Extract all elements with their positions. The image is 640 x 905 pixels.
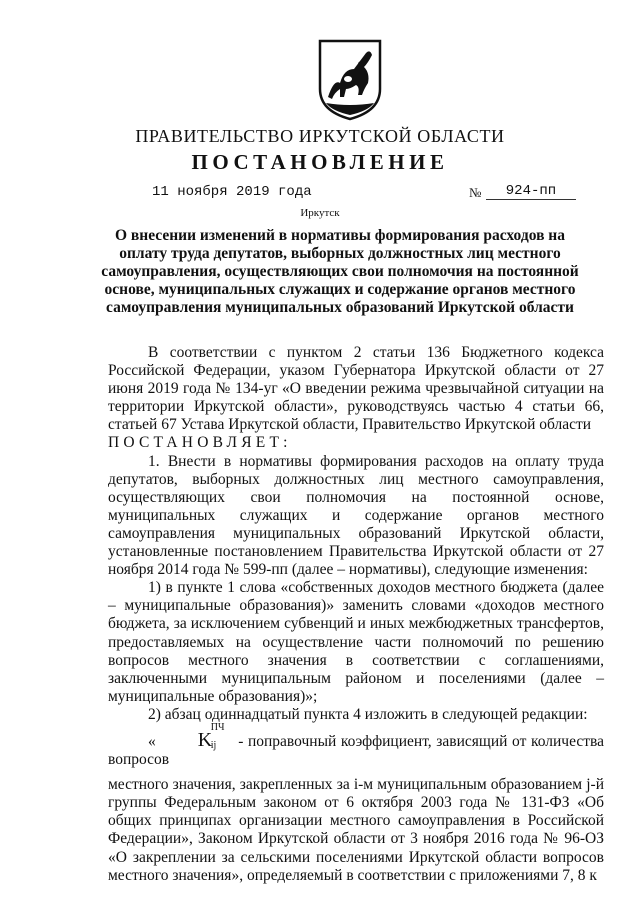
document-title: О внесении изменений в нормативы формирования расходов на оплату труда депутатов, выборных должностных лиц местного самоуправления, осуществляющих свои полномочия на постоянной основе, муниципальных служащих и содержание органов местного самоуправления муниципальных образований Иркутской области: [101, 227, 579, 316]
document-city: Иркутск: [300, 207, 340, 219]
irkutsk-coat-of-arms-icon: [318, 39, 382, 121]
formula-definition-start: - поправочный коэффициент, зависящий от количества вопросов: [108, 732, 604, 769]
document-type: ПОСТАНОВЛЕНИЕ: [191, 150, 449, 174]
formula-open-quote: «: [148, 732, 156, 750]
paragraph-1-item-1: 1) в пункте 1 слова «собственных доходов местного бюджета (далее – муниципальные образования)» заменить словами «доходов местного бюджета, за исключением субвенций и иных межбюджетных трансфертов, предоставляемых на осуществление части полномочий по решению вопросов местного значения в соответствии с соглашениями, заключенными муниципальным районом и поселениями (далее – муниципальные образования)»;: [108, 579, 604, 705]
number-label: №: [469, 185, 482, 200]
paragraph-1: 1. Внести в нормативы формирования расходов на оплату труда депутатов, выборных должностных лиц местного самоуправления, осуществляющих свои полномочия на постоянной основе, муниципальных служащих и содержание органов местного самоуправления муниципальных образований Иркутской области, установленные постановлением Правительства Иркутской области от 27 ноября 2014 года № 599-пп (далее – нормативы), следующие изменения:: [108, 452, 604, 579]
document-number: 924-пп: [486, 183, 576, 200]
coefficient-symbol: K ПЧ ij: [158, 731, 212, 749]
formula-line: [108, 721, 604, 769]
decree-word: ПОСТАНОВЛЯЕТ:: [108, 434, 292, 452]
coefficient-subscript: ij: [210, 739, 217, 751]
formula-definition-continued: местного значения, закрепленных за i-м муниципальным образованием j-й группы Федеральным законом от 6 октября 2003 года № 131-ФЗ «Об общих принципах организации местного самоуправления в Российской Федерации», Законом Иркутской области от 3 ноября 2016 года № 96-ОЗ «О закреплении за сельскими поселениями Иркутской области вопросов местного значения», определяемый в соответствии с приложениями 7, 8 к: [108, 776, 604, 884]
coefficient-superscript: ПЧ: [210, 721, 225, 733]
government-name: ПРАВИТЕЛЬСТВО ИРКУТСКОЙ ОБЛАСТИ: [135, 126, 505, 146]
paragraph-1-item-2: 2) абзац одиннадцатый пункта 4 изложить в следующей редакции:: [148, 705, 588, 723]
document-body: [108, 344, 604, 885]
preamble-paragraph: В соответствии с пунктом 2 статьи 136 Бюджетного кодекса Российской Федерации, указом Губернатора Иркутской области от 27 июня 2019 года № 134-уг «О введении режима чрезвычайной ситуации на территории Иркутской области», руководствуясь частью 4 статьи 66, статьей 67 Устава Иркутской области, Правительство Иркутской области: [108, 344, 604, 434]
document-date: 11 ноября 2019 года: [152, 184, 312, 200]
